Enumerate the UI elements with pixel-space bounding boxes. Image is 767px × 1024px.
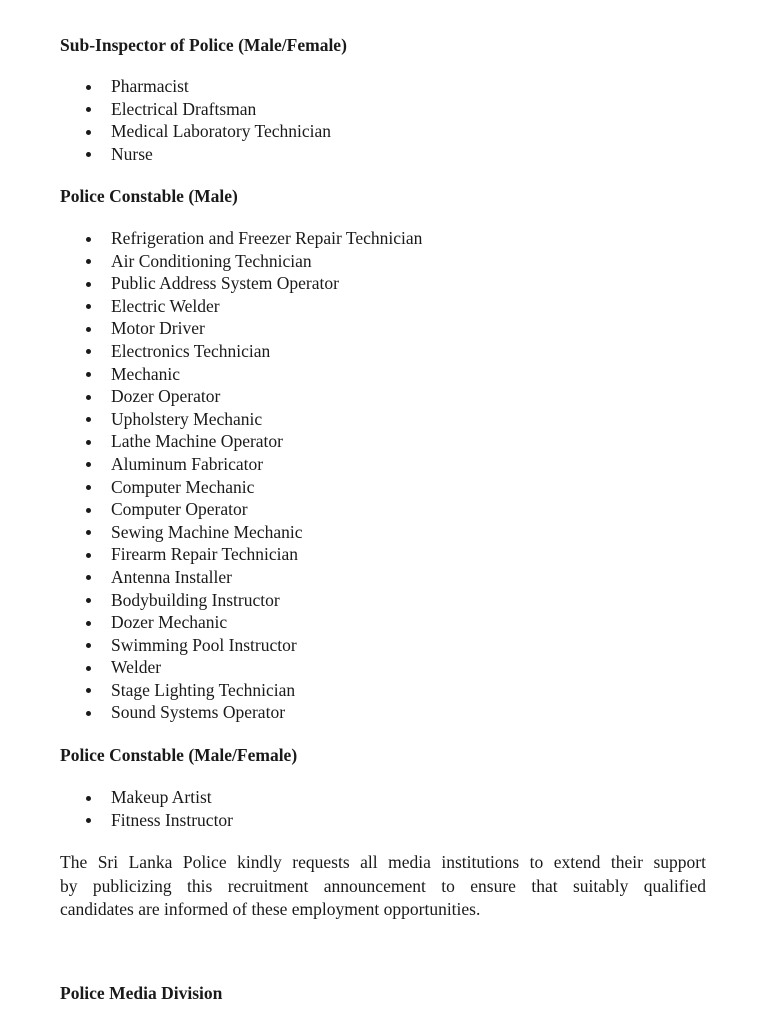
list-item: Aluminum Fabricator [0,453,422,476]
bullet-icon [86,508,91,513]
list-item: Pharmacist [0,75,331,98]
list-item: Dozer Operator [0,385,422,408]
bullet-icon [86,440,91,445]
bullet-icon [86,259,91,264]
list-item: Air Conditioning Technician [0,250,422,273]
list-constable-male [0,227,422,724]
list-item: Firearm Repair Technician [0,543,422,566]
bullet-icon [86,304,91,309]
list-item: Electrical Draftsman [0,98,331,121]
list-item: Refrigeration and Freezer Repair Technician [0,227,422,250]
bullet-icon [86,327,91,332]
section-heading-constable-male: Police Constable (Male) [60,186,238,206]
section-heading-constable-male-female: Police Constable (Male/Female) [60,745,298,765]
bullet-icon [86,282,91,287]
bullet-icon [86,621,91,626]
list-item: Public Address System Operator [0,272,422,295]
bullet-icon [86,85,91,90]
list-item: Motor Driver [0,317,422,340]
list-item: Sound Systems Operator [0,701,422,724]
bullet-icon [86,349,91,354]
bullet-icon [86,372,91,377]
list-item: Lathe Machine Operator [0,430,422,453]
signature: Police Media Division [60,983,223,1003]
bullet-icon [86,575,91,580]
bullet-icon [86,237,91,242]
bullet-icon [86,462,91,467]
bullet-icon [86,598,91,603]
bullet-icon [86,711,91,716]
list-item: Upholstery Mechanic [0,408,422,431]
list-item: Mechanic [0,363,422,386]
list-item: Stage Lighting Technician [0,679,422,702]
bullet-icon [86,130,91,135]
bullet-icon [86,152,91,157]
bullet-icon [86,818,91,823]
bullet-icon [86,796,91,801]
bullet-icon [86,530,91,535]
list-constable-male-female [0,786,233,831]
paragraph-line: by publicizing this recruitment announcement to ensure that suitably qualified [60,875,706,896]
list-item: Antenna Installer [0,566,422,589]
paragraph-line: The Sri Lanka Police kindly requests all media institutions to extend their support [60,852,706,872]
list-item: Fitness Instructor [0,809,233,832]
list-item: Electric Welder [0,295,422,318]
list-item: Bodybuilding Instructor [0,589,422,612]
bullet-icon [86,417,91,422]
bullet-icon [86,643,91,648]
paragraph-line: candidates are informed of these employment opportunities. [60,899,481,919]
section-heading-sub-inspector: Sub-Inspector of Police (Male/Female) [60,35,347,55]
bullet-icon [86,553,91,558]
list-item: Medical Laboratory Technician [0,120,331,143]
list-item: Sewing Machine Mechanic [0,521,422,544]
bullet-icon [86,107,91,112]
list-item: Computer Operator [0,498,422,521]
list-item: Swimming Pool Instructor [0,634,422,657]
list-item: Computer Mechanic [0,476,422,499]
list-item: Makeup Artist [0,786,233,809]
bullet-icon [86,395,91,400]
bullet-icon [86,666,91,671]
list-item: Nurse [0,143,331,166]
closing-paragraph [60,851,706,922]
list-sub-inspector [0,75,331,165]
bullet-icon [86,688,91,693]
list-item: Electronics Technician [0,340,422,363]
list-item: Welder [0,656,422,679]
list-item: Dozer Mechanic [0,611,422,634]
bullet-icon [86,485,91,490]
